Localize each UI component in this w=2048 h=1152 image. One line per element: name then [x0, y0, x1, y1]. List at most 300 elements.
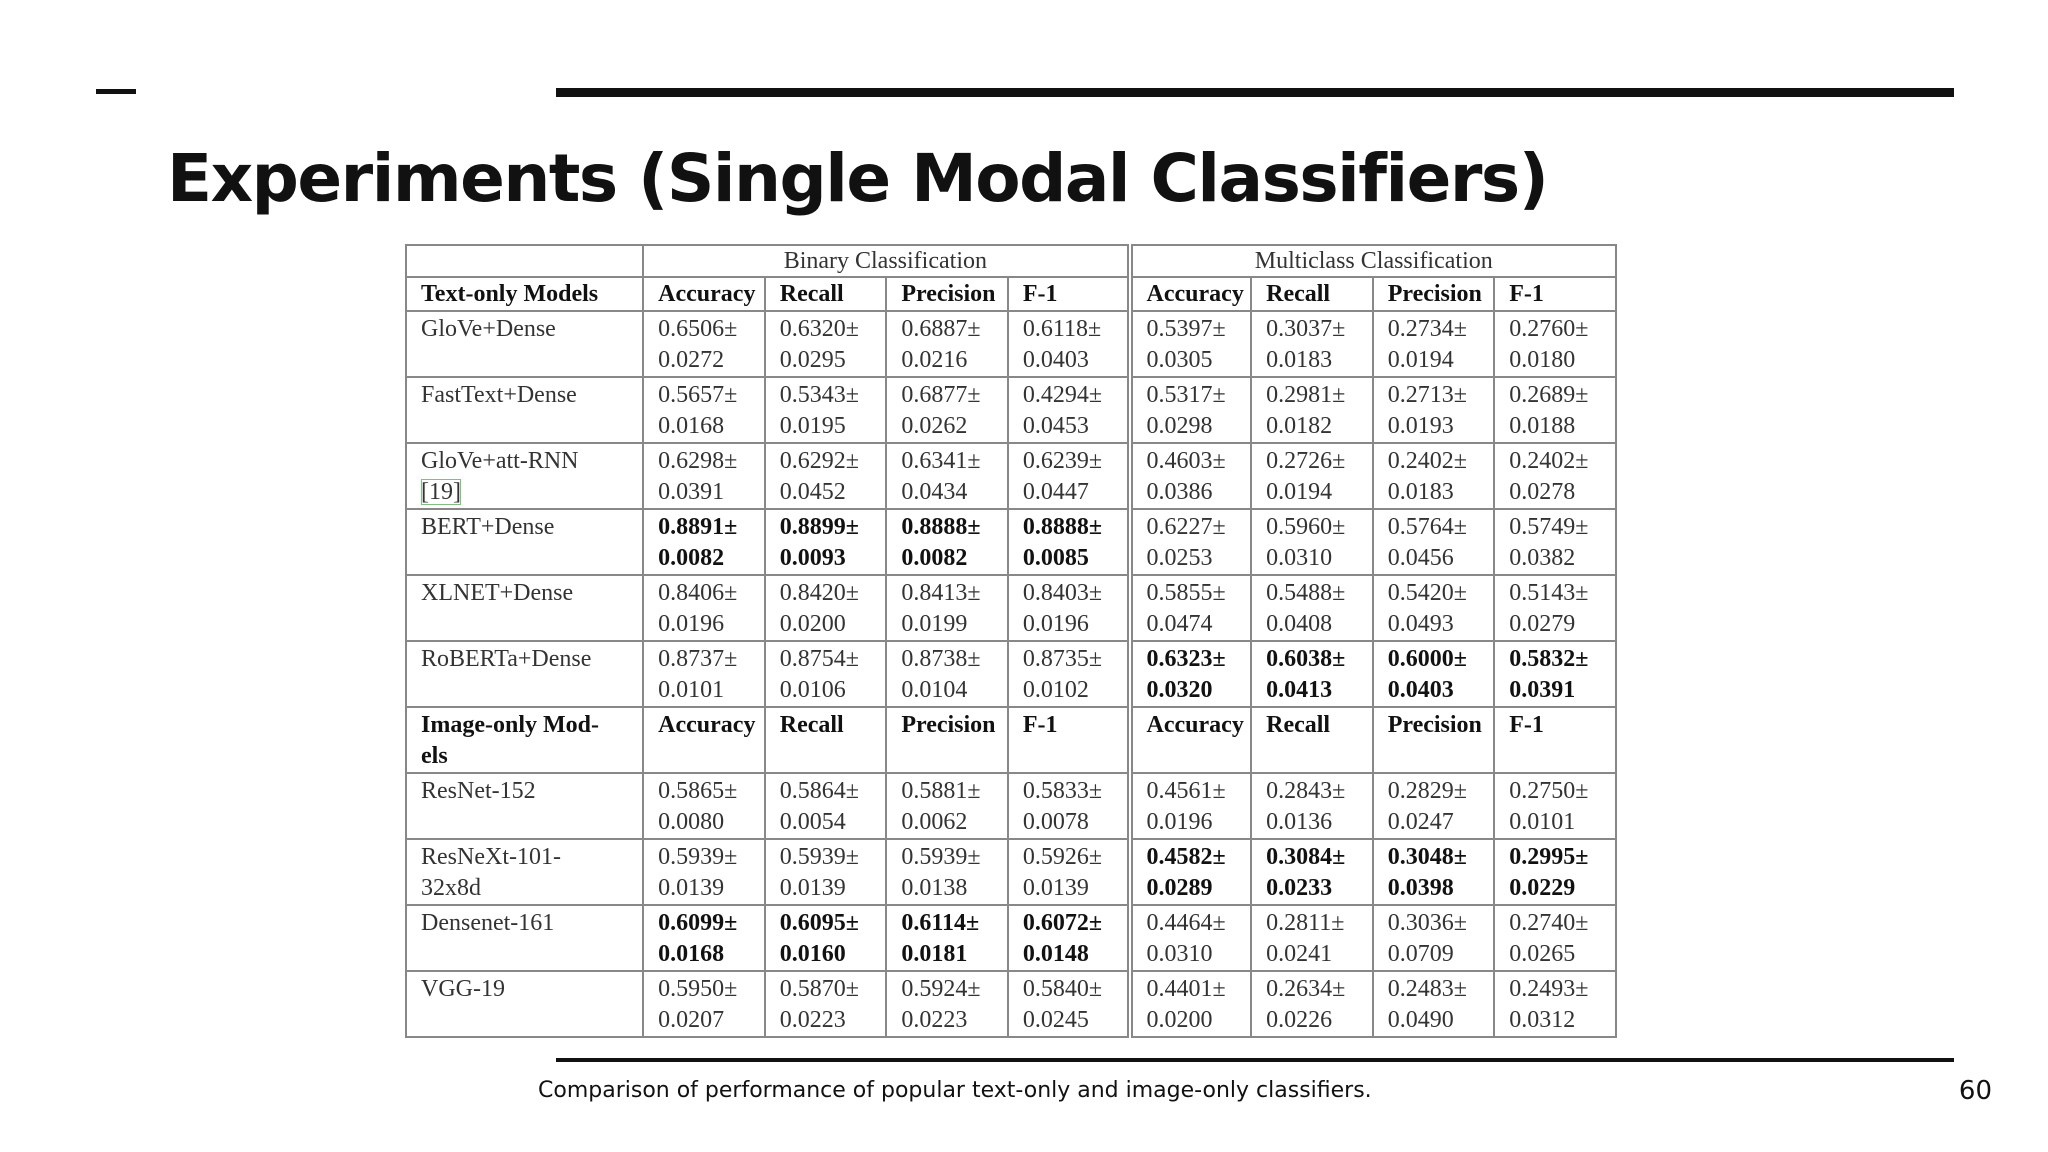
metric-value	[1266, 778, 1345, 835]
group-header-blank-cell	[406, 245, 643, 277]
metric-value	[1266, 910, 1344, 967]
metric-std: 0.0139	[779, 875, 846, 901]
table-row	[406, 905, 1616, 971]
metric-std: 0.0101	[1509, 809, 1576, 835]
metric-std: 0.0196	[1146, 809, 1213, 835]
metric-mean: 0.8403±	[1022, 580, 1103, 606]
metric-std: 0.0312	[1509, 1007, 1576, 1033]
metric-value	[1266, 514, 1345, 571]
metric-cell	[1008, 641, 1130, 707]
metric-cell	[1373, 575, 1495, 641]
metric-std: 0.0295	[779, 347, 846, 373]
metric-value	[1147, 316, 1226, 373]
metric-cell	[1130, 311, 1252, 377]
metric-value	[1509, 976, 1588, 1033]
metric-mean: 0.8738±	[901, 646, 981, 672]
metric-std: 0.0298	[1146, 413, 1213, 439]
metric-mean: 0.6341±	[901, 448, 981, 474]
metric-value	[780, 382, 859, 439]
metric-std: 0.0168	[658, 941, 725, 967]
results-table	[405, 244, 1617, 1038]
metric-mean: 0.8899±	[779, 514, 859, 540]
metric-cell	[1251, 509, 1373, 575]
metric-std: 0.0223	[779, 1007, 846, 1033]
metric-mean: 0.8413±	[901, 580, 981, 606]
metric-mean: 0.6099±	[658, 910, 738, 936]
column-header: F-1	[1494, 277, 1616, 311]
metric-cell	[765, 971, 887, 1037]
metric-cell	[886, 839, 1008, 905]
metric-value	[658, 448, 737, 505]
metric-mean: 0.2402±	[1509, 448, 1589, 474]
column-header: Recall	[1251, 277, 1373, 311]
metric-mean: 0.5397±	[1146, 316, 1226, 342]
metric-mean: 0.4603±	[1146, 448, 1226, 474]
metric-mean: 0.5840±	[1022, 976, 1103, 1002]
metric-value	[658, 910, 737, 967]
metric-std: 0.0490	[1387, 1007, 1454, 1033]
metric-cell	[643, 839, 765, 905]
metric-cell	[1373, 905, 1495, 971]
metric-value	[1266, 580, 1345, 637]
table-row	[406, 773, 1616, 839]
column-header: F-1	[1494, 707, 1616, 773]
metric-value	[1266, 448, 1345, 505]
metric-cell	[1130, 443, 1252, 509]
metric-std: 0.0265	[1509, 941, 1576, 967]
metric-cell	[1251, 641, 1373, 707]
metric-std: 0.0391	[658, 479, 725, 505]
metric-value	[1023, 910, 1102, 967]
metric-mean: 0.3048±	[1387, 844, 1467, 870]
metric-cell	[1130, 773, 1252, 839]
metric-cell	[765, 509, 887, 575]
model-name-cell	[406, 641, 643, 707]
metric-cell	[1494, 443, 1616, 509]
metric-mean: 0.6887±	[901, 316, 981, 342]
metric-cell	[1130, 905, 1252, 971]
metric-value	[780, 514, 859, 571]
metric-mean: 0.6506±	[658, 316, 738, 342]
metric-mean: 0.6114±	[901, 910, 980, 936]
model-name-cell	[406, 509, 643, 575]
page-number: 60	[1958, 1076, 1992, 1106]
metric-value	[658, 976, 737, 1033]
metric-std: 0.0199	[901, 611, 968, 637]
metric-value	[1509, 646, 1588, 703]
metric-cell	[1008, 509, 1130, 575]
metric-cell	[1251, 773, 1373, 839]
metric-mean: 0.3036±	[1387, 910, 1467, 936]
metric-cell	[643, 905, 765, 971]
metric-mean: 0.2734±	[1387, 316, 1467, 342]
metric-cell	[1373, 971, 1495, 1037]
metric-cell	[1251, 311, 1373, 377]
metric-mean: 0.5939±	[779, 844, 859, 870]
metric-value	[1388, 646, 1467, 703]
metric-cell	[1494, 839, 1616, 905]
metric-value	[1147, 976, 1226, 1033]
metric-cell	[1130, 641, 1252, 707]
column-header: Accuracy	[1130, 277, 1252, 311]
metric-value	[780, 976, 859, 1033]
metric-value	[780, 910, 859, 967]
metric-cell	[886, 443, 1008, 509]
metric-mean: 0.2829±	[1387, 778, 1467, 804]
metric-std: 0.0078	[1022, 809, 1089, 835]
metric-cell	[1008, 377, 1130, 443]
metric-mean: 0.2483±	[1387, 976, 1467, 1002]
metric-std: 0.0413	[1266, 677, 1333, 703]
slide-title: Experiments (Single Modal Classifiers)	[167, 140, 1548, 217]
metric-cell	[1008, 311, 1130, 377]
metric-cell	[886, 905, 1008, 971]
section-header-row	[406, 707, 1616, 773]
model-name: GloVe+Dense	[421, 316, 556, 342]
metric-value	[901, 844, 980, 901]
metric-mean: 0.5317±	[1146, 382, 1226, 408]
metric-std: 0.0391	[1509, 677, 1576, 703]
metric-cell	[886, 971, 1008, 1037]
metric-std: 0.0196	[658, 611, 725, 637]
metric-value	[1388, 778, 1467, 835]
metric-value	[1509, 448, 1588, 505]
metric-value	[1388, 448, 1467, 505]
model-name-cell	[406, 839, 643, 905]
column-header: Recall	[765, 277, 887, 311]
metric-mean: 0.5950±	[658, 976, 738, 1002]
metric-value	[1266, 976, 1345, 1033]
metric-cell	[1373, 773, 1495, 839]
metric-mean: 0.3084±	[1266, 844, 1346, 870]
column-header: Accuracy	[1130, 707, 1252, 773]
metric-mean: 0.4464±	[1146, 910, 1226, 936]
metric-mean: 0.6292±	[779, 448, 859, 474]
metric-std: 0.0278	[1509, 479, 1576, 505]
metric-value	[1388, 382, 1467, 439]
table-row	[406, 641, 1616, 707]
metric-std: 0.0183	[1387, 479, 1454, 505]
metric-cell	[886, 641, 1008, 707]
table-row	[406, 509, 1616, 575]
metric-cell	[1008, 443, 1130, 509]
metric-std: 0.0452	[779, 479, 846, 505]
metric-cell	[1373, 839, 1495, 905]
section-model-header: Image-only Mod- els	[406, 707, 643, 773]
metric-std: 0.0082	[658, 545, 725, 571]
column-header: Accuracy	[643, 707, 765, 773]
metric-mean: 0.2740±	[1509, 910, 1589, 936]
metric-value	[658, 316, 737, 373]
metric-mean: 0.8891±	[658, 514, 738, 540]
metric-cell	[765, 443, 887, 509]
metric-cell	[1494, 575, 1616, 641]
metric-cell	[765, 575, 887, 641]
metric-std: 0.0310	[1146, 941, 1213, 967]
metric-mean: 0.4561±	[1146, 778, 1226, 804]
metric-value	[1509, 316, 1588, 373]
metric-cell	[643, 971, 765, 1037]
metric-cell	[643, 509, 765, 575]
metric-cell	[643, 443, 765, 509]
metric-std: 0.0408	[1266, 611, 1333, 637]
metric-value	[1023, 778, 1102, 835]
metric-cell	[765, 905, 887, 971]
metric-std: 0.0320	[1146, 677, 1213, 703]
metric-std: 0.0080	[658, 809, 725, 835]
metric-mean: 0.5657±	[658, 382, 738, 408]
metric-mean: 0.2760±	[1509, 316, 1589, 342]
metric-cell	[643, 575, 765, 641]
metric-mean: 0.8420±	[779, 580, 859, 606]
metric-std: 0.0382	[1509, 545, 1576, 571]
metric-std: 0.0229	[1509, 875, 1576, 901]
model-name: GloVe+att-RNN	[421, 448, 579, 474]
top-divider-rule	[556, 88, 1954, 97]
metric-value	[1023, 448, 1102, 505]
metric-std: 0.0054	[779, 809, 846, 835]
table-row	[406, 311, 1616, 377]
metric-std: 0.0168	[658, 413, 725, 439]
metric-value	[901, 580, 980, 637]
metric-std: 0.0245	[1022, 1007, 1089, 1033]
metric-std: 0.0196	[1022, 611, 1089, 637]
metric-std: 0.0253	[1146, 545, 1213, 571]
metric-mean: 0.8754±	[779, 646, 859, 672]
metric-cell	[1251, 443, 1373, 509]
metric-mean: 0.8406±	[658, 580, 738, 606]
metric-cell	[1494, 311, 1616, 377]
results-table-container	[405, 244, 1617, 1033]
metric-cell	[765, 641, 887, 707]
metric-cell	[1130, 575, 1252, 641]
metric-mean: 0.6239±	[1022, 448, 1103, 474]
metric-value	[1147, 910, 1226, 967]
metric-value	[658, 580, 737, 637]
metric-cell	[1373, 509, 1495, 575]
metric-cell	[1373, 443, 1495, 509]
metric-std: 0.0305	[1146, 347, 1213, 373]
metric-value	[1147, 580, 1226, 637]
metric-value	[658, 844, 737, 901]
table-row	[406, 971, 1616, 1037]
metric-value	[901, 448, 980, 505]
metric-std: 0.0188	[1509, 413, 1576, 439]
metric-mean: 0.6298±	[658, 448, 738, 474]
metric-mean: 0.5926±	[1022, 844, 1103, 870]
metric-value	[1023, 976, 1102, 1033]
metric-std: 0.0138	[901, 875, 968, 901]
metric-std: 0.0474	[1146, 611, 1213, 637]
metric-value	[1388, 514, 1467, 571]
metric-value	[1266, 844, 1345, 901]
metric-mean: 0.6095±	[779, 910, 859, 936]
metric-std: 0.0182	[1266, 413, 1333, 439]
metric-mean: 0.2634±	[1266, 976, 1346, 1002]
metric-value	[780, 316, 859, 373]
metric-value	[658, 646, 737, 703]
metric-cell	[1251, 905, 1373, 971]
metric-mean: 0.5832±	[1509, 646, 1589, 672]
metric-cell	[765, 839, 887, 905]
metric-mean: 0.5939±	[901, 844, 981, 870]
metric-value	[780, 778, 859, 835]
metric-std: 0.0194	[1266, 479, 1333, 505]
metric-cell	[643, 773, 765, 839]
metric-mean: 0.6072±	[1022, 910, 1103, 936]
metric-mean: 0.2811±	[1266, 910, 1345, 936]
metric-mean: 0.2750±	[1509, 778, 1589, 804]
metric-mean: 0.4401±	[1146, 976, 1226, 1002]
column-header: Accuracy	[643, 277, 765, 311]
decorative-dash	[96, 89, 136, 94]
metric-std: 0.0453	[1022, 413, 1089, 439]
metric-value	[1388, 580, 1467, 637]
metric-mean: 0.4582±	[1146, 844, 1226, 870]
metric-std: 0.0082	[901, 545, 968, 571]
metric-mean: 0.8735±	[1022, 646, 1103, 672]
metric-value	[780, 448, 859, 505]
metric-value	[1509, 844, 1588, 901]
metric-value	[658, 514, 737, 571]
table-row	[406, 839, 1616, 905]
metric-cell	[643, 311, 765, 377]
metric-std: 0.0193	[1387, 413, 1454, 439]
metric-value	[1388, 976, 1467, 1033]
metric-value	[1266, 382, 1345, 439]
metric-std: 0.0106	[779, 677, 846, 703]
metric-cell	[1373, 311, 1495, 377]
metric-std: 0.0398	[1387, 875, 1454, 901]
metric-std: 0.0104	[901, 677, 968, 703]
metric-cell	[1494, 905, 1616, 971]
metric-mean: 0.8888±	[1022, 514, 1103, 540]
metric-value	[1147, 514, 1226, 571]
metric-mean: 0.5865±	[658, 778, 738, 804]
metric-mean: 0.2981±	[1266, 382, 1346, 408]
metric-value	[1388, 316, 1467, 373]
column-header: F-1	[1008, 277, 1130, 311]
metric-std: 0.0181	[901, 941, 968, 967]
metric-mean: 0.5864±	[779, 778, 859, 804]
section-header-row	[406, 277, 1616, 311]
metric-std: 0.0200	[1146, 1007, 1213, 1033]
model-name-cell	[406, 905, 643, 971]
metric-cell	[643, 377, 765, 443]
metric-std: 0.0226	[1266, 1007, 1333, 1033]
metric-cell	[1130, 377, 1252, 443]
metric-value	[1266, 646, 1345, 703]
metric-value	[901, 646, 980, 703]
metric-cell	[1251, 377, 1373, 443]
metric-mean: 0.2726±	[1266, 448, 1346, 474]
column-header: Recall	[1251, 707, 1373, 773]
metric-value	[1023, 382, 1102, 439]
metric-std: 0.0180	[1509, 347, 1576, 373]
metric-mean: 0.8737±	[658, 646, 738, 672]
metric-std: 0.0183	[1266, 347, 1333, 373]
metric-mean: 0.2402±	[1387, 448, 1467, 474]
column-header: Precision	[1373, 707, 1495, 773]
metric-std: 0.0493	[1387, 611, 1454, 637]
metric-value	[1147, 844, 1226, 901]
metric-mean: 0.2843±	[1266, 778, 1346, 804]
metric-value	[1388, 844, 1467, 901]
metric-value	[658, 778, 737, 835]
metric-cell	[1494, 377, 1616, 443]
metric-mean: 0.6323±	[1146, 646, 1226, 672]
metric-std: 0.0136	[1266, 809, 1333, 835]
multiclass-group-header: Multiclass Classification	[1130, 245, 1616, 277]
model-name: ResNeXt-101- 32x8d	[421, 844, 561, 901]
metric-value	[1147, 778, 1226, 835]
metric-mean: 0.2689±	[1509, 382, 1589, 408]
metric-std: 0.0709	[1387, 941, 1454, 967]
metric-mean: 0.2995±	[1509, 844, 1589, 870]
metric-std: 0.0233	[1266, 875, 1333, 901]
metric-value	[1147, 646, 1226, 703]
metric-mean: 0.5881±	[901, 778, 981, 804]
model-name-cell	[406, 971, 643, 1037]
metric-value	[1023, 844, 1102, 901]
model-name-cell	[406, 773, 643, 839]
column-header: Precision	[886, 277, 1008, 311]
metric-value	[1023, 580, 1102, 637]
metric-cell	[1494, 509, 1616, 575]
metric-cell	[765, 773, 887, 839]
column-header: F-1	[1008, 707, 1130, 773]
table-row	[406, 443, 1616, 509]
model-name: VGG-19	[421, 976, 505, 1002]
metric-cell	[886, 377, 1008, 443]
column-header: Recall	[765, 707, 887, 773]
metric-std: 0.0310	[1266, 545, 1333, 571]
metric-cell	[1008, 971, 1130, 1037]
metric-mean: 0.3037±	[1266, 316, 1346, 342]
metric-std: 0.0272	[658, 347, 725, 373]
group-header-row	[406, 245, 1616, 277]
metric-cell	[1008, 839, 1130, 905]
metric-mean: 0.6038±	[1266, 646, 1346, 672]
metric-cell	[1130, 509, 1252, 575]
citation-link[interactable]: [19]	[421, 479, 461, 505]
metric-std: 0.0279	[1509, 611, 1576, 637]
metric-mean: 0.6000±	[1387, 646, 1467, 672]
metric-mean: 0.5764±	[1387, 514, 1467, 540]
metric-std: 0.0223	[901, 1007, 968, 1033]
metric-value	[1509, 910, 1588, 967]
metric-value	[1509, 382, 1588, 439]
metric-value	[1147, 448, 1226, 505]
metric-cell	[1373, 377, 1495, 443]
metric-mean: 0.5870±	[779, 976, 859, 1002]
metric-cell	[643, 641, 765, 707]
metric-value	[1509, 580, 1588, 637]
metric-mean: 0.2493±	[1509, 976, 1589, 1002]
metric-cell	[1008, 905, 1130, 971]
metric-std: 0.0195	[779, 413, 846, 439]
metric-mean: 0.5343±	[779, 382, 859, 408]
metric-mean: 0.4294±	[1022, 382, 1103, 408]
model-name-cell	[406, 311, 643, 377]
metric-cell	[886, 311, 1008, 377]
metric-std: 0.0241	[1266, 941, 1333, 967]
metric-std: 0.0148	[1022, 941, 1089, 967]
metric-value	[780, 844, 859, 901]
metric-value	[1023, 316, 1101, 373]
metric-mean: 0.5749±	[1509, 514, 1589, 540]
table-caption: Comparison of performance of popular text-only and image-only classifiers.	[538, 1078, 1372, 1103]
